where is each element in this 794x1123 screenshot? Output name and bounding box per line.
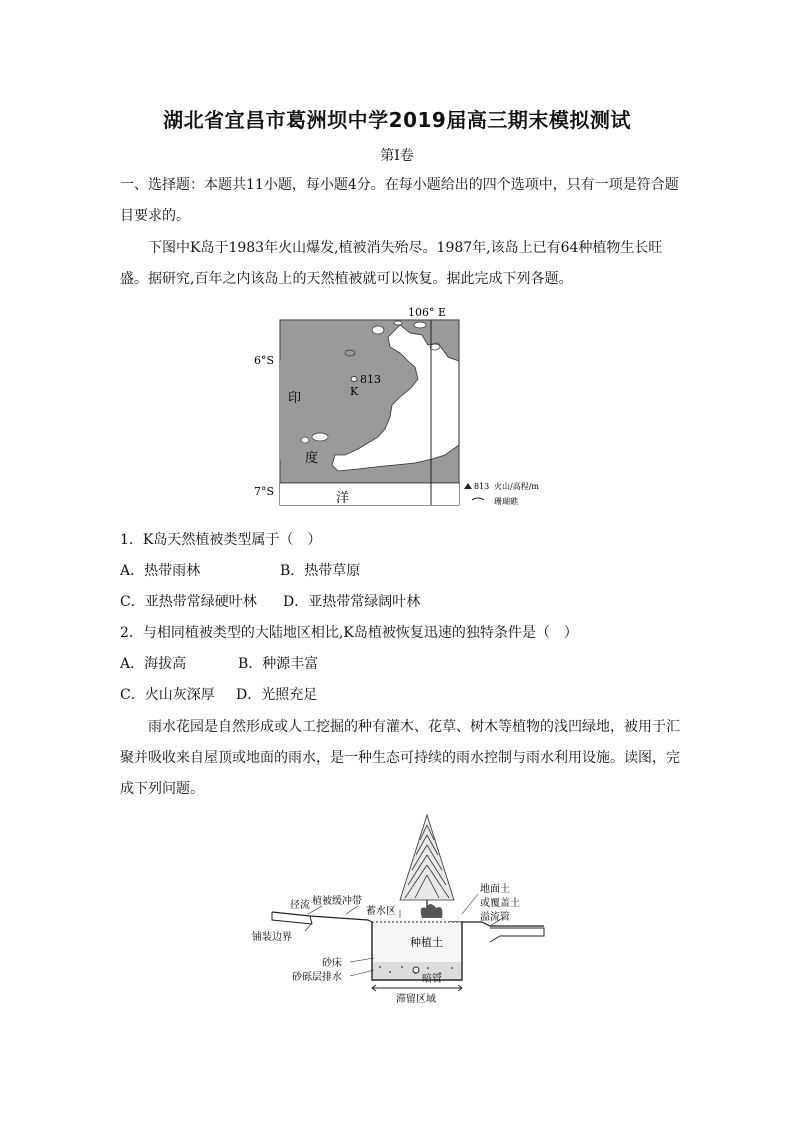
- label-retention: 滞留区域: [396, 994, 436, 1005]
- q1-option-d[interactable]: D．亚热带常绿阔叶林: [283, 594, 421, 610]
- label-gravel-drain: 砂砾层排水: [292, 972, 342, 983]
- k-island-map: [250, 305, 560, 510]
- label-planting-soil: 种植土: [410, 936, 443, 949]
- reef-legend-icon: [472, 498, 484, 500]
- q1-option-b[interactable]: B．热带草原: [280, 563, 361, 579]
- question-2-stem: 2．与相同植被类型的大陆地区相比,K岛植被恢复迅速的独特条件是（ ）: [120, 625, 578, 641]
- legend-volcano-num: 813: [474, 482, 490, 491]
- legend-volcano-text: 火山/高程/m: [494, 482, 539, 491]
- lat-bottom-label: 7°S: [254, 485, 275, 498]
- label-sand-bed: 砂床: [322, 958, 342, 969]
- volcano-legend-icon: [464, 483, 472, 489]
- q1-option-a[interactable]: A．热带雨林: [120, 563, 201, 579]
- volcano-height: 813: [360, 373, 381, 386]
- page-title: 湖北省宜昌市葛洲坝中学2019届高三期末模拟测试: [163, 108, 631, 132]
- q2-option-b[interactable]: B．种源丰富: [238, 656, 319, 672]
- passage-1: 下图中K岛于1983年火山爆发,植被消失殆尽。1987年,该岛上已有64种植物生长旺盛。据研究,百年之内该岛上的天然植被就可以恢复。据此完成下列各题。: [120, 240, 663, 287]
- shrub-icon: [421, 904, 443, 918]
- passage-2: 雨水花园是自然形成或人工挖掘的种有灌木、花草、树木等植物的浅凹绿地，被用于汇聚并吸收来自屋顶或地面的雨水，是一种生态可持续的雨水控制与雨水利用设施。读图，完成下列问题。: [120, 719, 680, 797]
- label-overflow: 溢流管: [480, 912, 510, 923]
- tree-icon: [400, 815, 454, 900]
- label-cover-soil: 或覆盖土: [480, 898, 520, 909]
- label-ground-soil: 地面土: [480, 884, 510, 895]
- label-runoff: 径流: [290, 900, 310, 911]
- q2-option-c[interactable]: C．火山灰深厚: [120, 687, 215, 703]
- ocean-char-1: 印: [288, 391, 302, 406]
- label-storage: 蓄水区: [366, 906, 396, 917]
- k-island: [351, 377, 357, 382]
- rain-garden-diagram: [250, 810, 550, 1010]
- question-1-stem: 1．K岛天然植被类型属于（ ）: [120, 532, 322, 548]
- label-buffer: 植被缓冲带: [312, 896, 362, 907]
- ocean-char-2: 度: [305, 451, 319, 466]
- island-k-label: K: [350, 385, 359, 398]
- longitude-label: 106° E: [408, 306, 447, 319]
- q2-option-d[interactable]: D．光照充足: [236, 687, 318, 703]
- drain-pipe-icon: [413, 967, 419, 973]
- label-edge: 铺装边界: [252, 932, 292, 943]
- label-drain-pipe: 暗管: [422, 974, 442, 985]
- section-heading: 一、选择题：本题共11小题，每小题4分。在每小题给出的四个选项中，只有一项是符合题目要求的。: [120, 177, 679, 224]
- lat-top-label: 6°S: [254, 354, 275, 367]
- q1-option-c[interactable]: C．亚热带常绿硬叶林: [120, 594, 257, 610]
- ocean-char-3: 洋: [336, 491, 350, 506]
- volume-label: 第Ⅰ卷: [380, 148, 414, 164]
- q2-option-a[interactable]: A．海拔高: [120, 656, 187, 672]
- legend-reef-text: 珊瑚礁: [494, 497, 518, 506]
